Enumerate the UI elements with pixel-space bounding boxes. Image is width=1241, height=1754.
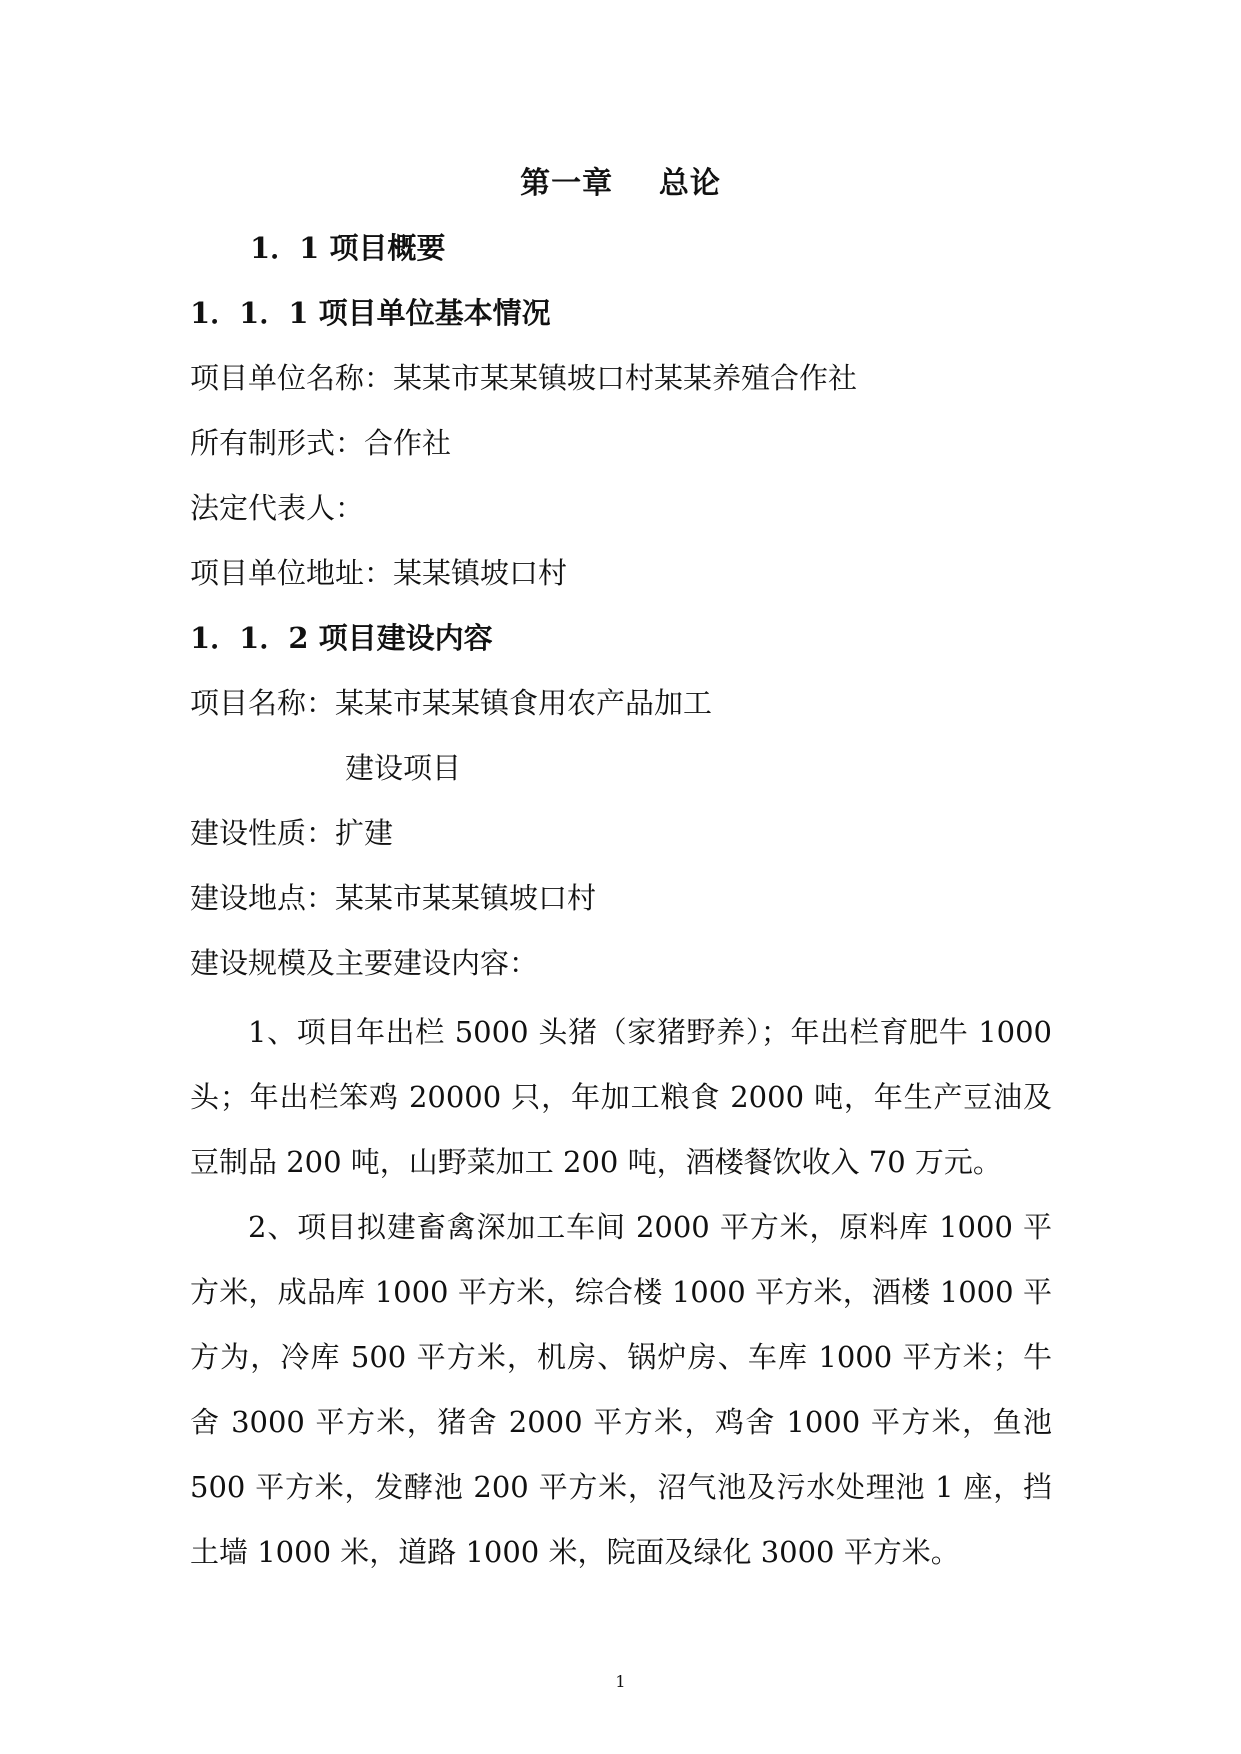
chapter-title: 第一章 总论 (520, 166, 721, 201)
ownership-line: 所有制形式：合作社 (190, 426, 452, 460)
unit-address-line: 项目单位地址：某某镇坡口村 (190, 556, 568, 590)
paragraph-production-scale: 1、项目年出栏 5000 头猪（家猪野养）；年出栏育肥牛 1000 头；年出栏笨鸡 20000 只，年加工粮食 2000 吨，年生产豆油及豆制品 200 吨，山野菜加工 200 吨，酒楼餐饮收入 70 万元。 (190, 1015, 1052, 1179)
project-name-continuation: 建设项目 (345, 751, 462, 785)
unit-name-line: 项目单位名称：某某市某某镇坡口村某某养殖合作社 (190, 361, 858, 395)
subsection-heading-1-1-1: 1．1．1 项目单位基本情况 (190, 296, 551, 330)
construction-nature-line: 建设性质：扩建 (190, 816, 394, 850)
legal-representative-line: 法定代表人： (190, 491, 365, 525)
construction-location-line: 建设地点：某某市某某镇坡口村 (190, 881, 597, 915)
section-heading-1-1: 1．1 项目概要 (250, 231, 446, 265)
project-name-line: 项目名称：某某市某某镇食用农产品加工 (190, 686, 713, 720)
paragraph-construction-items: 2、项目拟建畜禽深加工车间 2000 平方米，原料库 1000 平方米，成品库 1000 平方米，综合楼 1000 平方米，酒楼 1000 平方为，冷库 500 平方米，机房、锅炉房、车库 1000 平方米；牛舍 3000 平方米，猪舍 2000 平方米，鸡舍 1000 平方米，鱼池 500 平方米，发酵池 200 平方米，沼气池及污水处理池 1 座，挡土墙 1000 米，道路 1000 米，院面及绿化 3000 平方米。 (190, 1210, 1052, 1569)
page-number: 1 (615, 1672, 626, 1691)
construction-scale-heading: 建设规模及主要建设内容： (190, 946, 539, 980)
subsection-heading-1-1-2: 1．1．2 项目建设内容 (190, 621, 493, 655)
